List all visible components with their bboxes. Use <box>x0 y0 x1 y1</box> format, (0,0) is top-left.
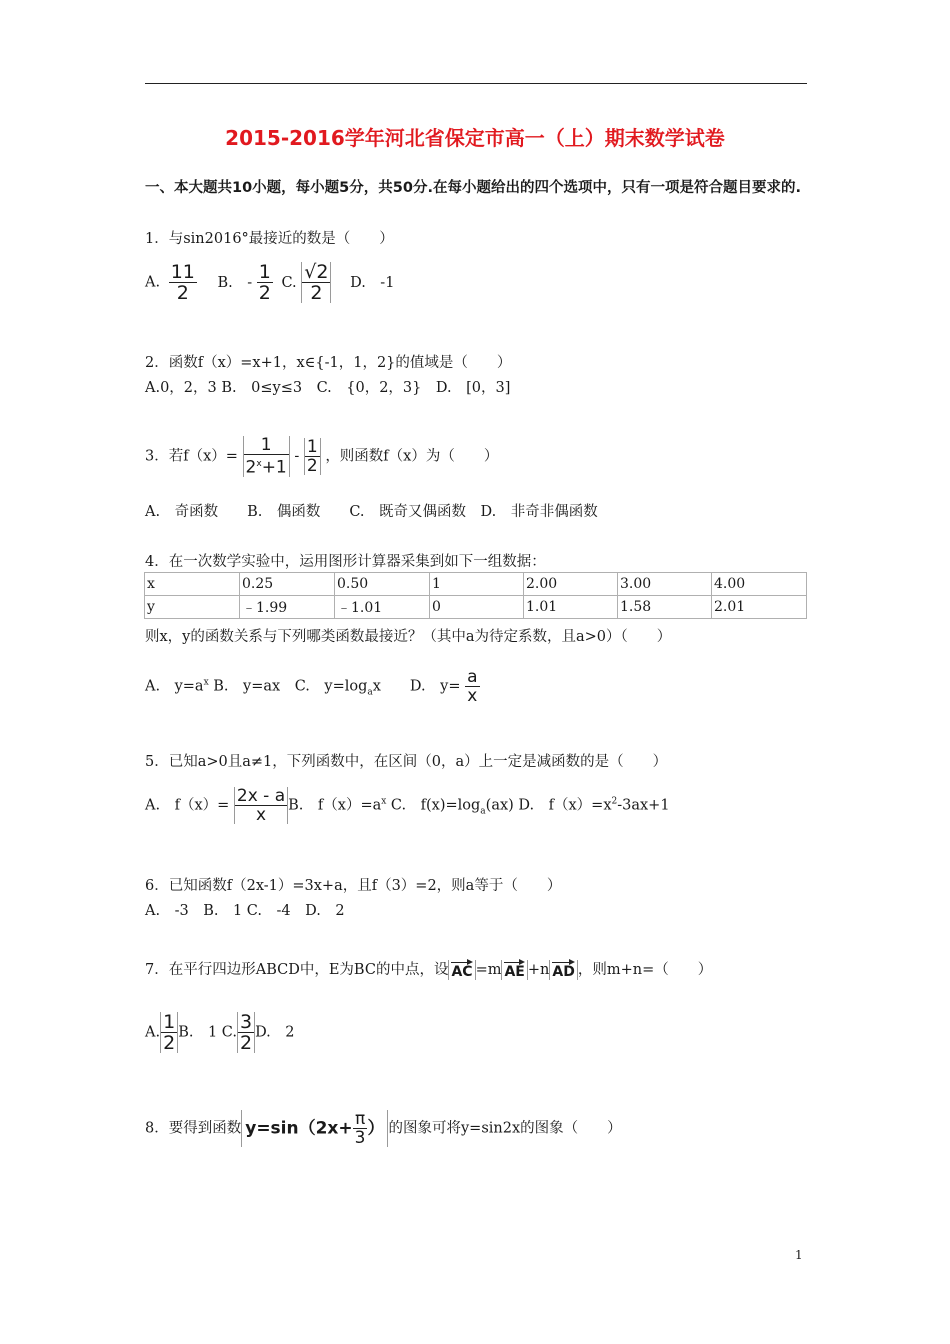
q3-f1-tail: +1 <box>261 457 287 478</box>
q5-option-c: C. f(x)=log <box>386 797 481 814</box>
question-7-options <box>145 1012 295 1053</box>
q7-vector-ac: AC <box>451 960 472 980</box>
table-cell: y <box>145 596 240 619</box>
question-1-options <box>145 262 394 303</box>
q7-vector-1-box <box>448 960 475 980</box>
q1-option-a-fraction <box>169 262 197 303</box>
q7-option-c-box <box>237 1012 255 1053</box>
q5-option-c-tail: (ax) D. f（x）=x <box>485 797 612 814</box>
q1-option-b-label: B. - <box>217 274 253 291</box>
section-heading: 一、本大题共10小题，每小题5分，共50分.在每小题给出的四个选项中，只有一项是符合题目要求的. <box>145 180 801 196</box>
q3-f2-denominator: 2 <box>306 455 318 476</box>
q5-a-denominator: x <box>235 805 287 824</box>
q3-fraction-1 <box>244 436 289 477</box>
q4-option-c-tail: x D. y= <box>372 678 461 695</box>
q8-pi-fraction <box>353 1110 368 1147</box>
q8-formula-head: y=sin（2x+ <box>245 1118 353 1139</box>
q5-option-b: B. f（x）=a <box>288 797 382 814</box>
table-cell: 2.00 <box>524 573 618 596</box>
q5-option-a-box <box>234 787 288 824</box>
q3-f2-numerator: 1 <box>306 436 318 457</box>
q3-f1-base: 2 <box>245 457 257 478</box>
q5-option-c-subscript: a <box>480 806 486 817</box>
q8-formula-box <box>241 1110 388 1147</box>
question-5-options <box>145 787 670 824</box>
q8-suffix: 的图象可将y=sin2x的图象（ ） <box>388 1120 622 1137</box>
q1-c-denominator: 2 <box>302 282 330 303</box>
q4-option-d-fraction <box>465 668 479 705</box>
q1-option-d: D. -1 <box>350 274 395 291</box>
question-8-stem <box>145 1110 622 1147</box>
q1-option-b-fraction <box>257 262 273 303</box>
question-3-options: A. 奇函数 B. 偶函数 C. 既奇又偶函数 D. 非奇非偶函数 <box>145 504 598 520</box>
q3-minus: - <box>294 448 300 465</box>
question-2-options: A.0，2，3 B. 0≤y≤3 C. {0，2，3} D. [0，3] <box>145 380 511 396</box>
q7-vector-2-box <box>501 960 527 980</box>
q3-f1-denominator <box>244 454 289 477</box>
q7-option-a-fraction <box>161 1012 177 1053</box>
question-6-stem: 6．已知函数f（2x-1）=3x+a，且f（3）=2，则a等于（ ） <box>145 878 562 894</box>
q3-f1-exponent: x <box>256 459 262 469</box>
table-cell: ﹣1.99 <box>240 596 335 619</box>
question-4-options <box>145 668 480 705</box>
q1-option-a-label: A. <box>145 274 161 291</box>
q3-prefix: 3．若f（x）= <box>145 448 238 465</box>
q7-option-a-label: A. <box>145 1024 161 1041</box>
question-7-stem <box>145 958 712 980</box>
q8-formula-tail: ） <box>367 1118 385 1139</box>
table-cell: 0.50 <box>335 573 430 596</box>
q7-prefix: 7．在平行四边形ABCD中，E为BC的中点，设 <box>145 962 449 978</box>
q4-option-c-subscript: a <box>367 687 373 698</box>
page-number: 1 <box>795 1248 803 1262</box>
q8-pi-numerator: π <box>354 1109 366 1129</box>
question-6-options: A. -3 B. 1 C. -4 D. 2 <box>145 903 345 919</box>
q7-a-denominator: 2 <box>163 1032 176 1054</box>
q1-b-denominator: 2 <box>258 282 271 304</box>
q7-option-a-box <box>160 1012 178 1053</box>
q7-vector-3-box <box>549 960 577 980</box>
q1-c-numerator: √2 <box>304 261 329 283</box>
table-cell: 1.58 <box>618 596 712 619</box>
q7-mid-1: =m <box>475 962 502 978</box>
q1-a-numerator: 11 <box>170 261 195 283</box>
q7-c-numerator: 3 <box>239 1011 253 1033</box>
q7-vector-ad: AD <box>552 960 574 980</box>
q4-option-a-exponent: x <box>203 677 209 688</box>
q5-option-d-exponent: 2 <box>611 796 618 807</box>
q3-fraction-2 <box>305 438 320 475</box>
table-cell: 2.01 <box>712 596 807 619</box>
table-cell: 0.25 <box>240 573 335 596</box>
q1-option-c-fraction <box>302 262 330 303</box>
q7-vector-ae: AE <box>504 960 524 980</box>
question-1-stem: 1．与sin2016°最接近的数是（ ） <box>145 231 394 247</box>
q7-mid-2: +n <box>527 962 550 978</box>
q4-option-a: A. y=a <box>145 678 204 695</box>
table-cell: ﹣1.01 <box>335 596 430 619</box>
table-cell: 1 <box>430 573 524 596</box>
table-row-x <box>145 573 807 596</box>
data-table <box>144 572 807 619</box>
page-title: 2015-2016学年河北省保定市高一（上）期末数学试卷 <box>225 126 725 150</box>
q7-c-denominator: 2 <box>239 1032 253 1054</box>
q1-option-c-label: C. <box>281 274 297 291</box>
q5-option-d-tail: -3ax+1 <box>617 797 670 814</box>
question-4-question: 则x，y的函数关系与下列哪类函数最接近？（其中a为待定系数，且a>0）（ ） <box>145 629 672 645</box>
question-5-stem: 5．已知a>0且a≠1，下列函数中，在区间（0，a）上一定是减函数的是（ ） <box>145 754 668 770</box>
q3-fraction-2-box <box>304 438 321 475</box>
q4-d-numerator: a <box>467 667 478 687</box>
q7-option-c-fraction <box>238 1012 254 1053</box>
q7-suffix: ，则m+n=（ ） <box>577 962 713 978</box>
question-2-stem: 2．函数f（x）=x+1，x∈{-1，1，2}的值域是（ ） <box>145 355 512 371</box>
question-4-stem: 4．在一次数学实验中，运用图形计算器采集到如下一组数据： <box>145 554 546 570</box>
table-cell: 4.00 <box>712 573 807 596</box>
q1-b-numerator: 1 <box>258 261 271 283</box>
header-rule <box>145 83 807 84</box>
q7-option-d: D. 2 <box>255 1024 295 1041</box>
q4-d-denominator: x <box>465 686 479 705</box>
table-row-y <box>145 596 807 619</box>
q1-a-denominator: 2 <box>169 282 197 303</box>
q7-middle-options: B. 1 C. <box>178 1024 237 1041</box>
q8-pi-denominator: 3 <box>354 1128 366 1148</box>
table-cell: x <box>145 573 240 596</box>
q1-option-c-box <box>301 262 331 303</box>
question-3-stem <box>145 436 498 477</box>
table-cell: 1.01 <box>524 596 618 619</box>
table-cell: 0 <box>430 596 524 619</box>
q4-option-b: B. y=ax C. y=log <box>208 678 368 695</box>
q8-prefix: 8．要得到函数 <box>145 1120 242 1137</box>
q3-suffix: ，则函数f（x）为（ ） <box>325 448 499 465</box>
q5-a-numerator: 2x - a <box>236 786 286 806</box>
q7-a-numerator: 1 <box>163 1011 176 1033</box>
q5-option-a-fraction <box>235 787 287 824</box>
table-cell: 3.00 <box>618 573 712 596</box>
q5-option-b-exponent: x <box>381 796 387 807</box>
q5-option-a: A. f（x）= <box>145 797 230 814</box>
q3-f1-numerator: 1 <box>260 435 272 455</box>
q3-fraction-1-box <box>243 436 290 477</box>
